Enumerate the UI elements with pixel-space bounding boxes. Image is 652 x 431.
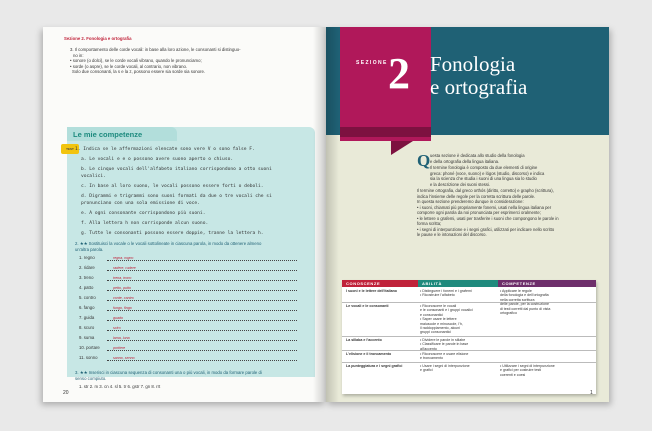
conoscenza-cell: Le vocali e le consonanti <box>346 304 389 308</box>
abilita-cell: e grafici <box>420 368 433 373</box>
table-row-separator <box>342 302 596 303</box>
table-header-competenze: COMPETENZE <box>498 280 596 287</box>
answer-text: guado <box>113 315 123 320</box>
conoscenza-cell: L'elisione e il troncamento <box>346 352 392 356</box>
exercise-item: vocalici. <box>81 174 106 179</box>
table-header-abilita: ABILITÀ <box>418 280 498 287</box>
table-row-separator <box>342 362 596 363</box>
answer-text: fungo, fingo <box>113 305 132 310</box>
word-item: 3. treno <box>79 275 94 280</box>
conoscenza-cell: I suoni e le lettere dell'italiano <box>346 289 397 293</box>
word-item: 6. fango <box>79 305 95 310</box>
body-line: indica l'insieme delle regole per la corretta scrittura delle parole. <box>417 193 536 199</box>
abilita-cell: maiuscole e minuscole, l'h, <box>420 321 463 326</box>
abilita-cell: e troncamento <box>420 356 443 361</box>
body-line: comporre ogni parola da noi pronunciata per esprimerci oralmente; <box>417 210 541 215</box>
answer-line <box>107 270 297 271</box>
drop-cap: Q <box>417 151 431 170</box>
competenza-cell: e grafici per costruire testi <box>500 368 542 373</box>
exercise-item: pronunciano con una sola emissione di voce. <box>81 201 200 206</box>
abilita-cell: • Riconoscere le vocali <box>420 304 457 308</box>
section-label: SEZIONE <box>356 60 388 66</box>
answer-line <box>107 300 297 301</box>
word-item: 10. portare <box>79 345 100 350</box>
right-page <box>326 27 609 402</box>
competenza-cell: ortografico <box>500 311 517 315</box>
section-number: 2 <box>388 49 410 98</box>
table-row-separator <box>342 350 596 351</box>
speech-tail <box>391 141 413 155</box>
body-line: greca: phoné (voce, suono) e lógos (studio, discorso) e indica <box>430 170 545 176</box>
exercise-item: f. Alla lettera h non corrisponde alcun suono. <box>81 221 209 226</box>
answer-line <box>107 340 297 341</box>
abilita-cell: • Ricostruire l'alfabeto <box>420 293 455 298</box>
answer-text: portiere <box>113 345 126 350</box>
exercise-item: e. A ogni consonante corrispondono più suoni. <box>81 211 206 216</box>
objectives-table <box>342 280 596 394</box>
competenza-cell: coerenti e coesi <box>500 372 526 377</box>
body-line: e della ortografia della lingua italiana. <box>430 158 500 164</box>
exercise-1-intro: 1. Indica se le affermazioni elencate sono vere V o sono false F. <box>75 147 255 152</box>
exercise-3-intro: 3. ★★ Inserisci in ciascuna sequenza di consonanti una o più vocali, in modo da formare parole di <box>75 370 262 375</box>
section-title-line-1: Fonologia <box>430 52 516 76</box>
intro-line: 3. Il comportamento delle corde vocali: in base alla loro azione, le consonanti si distinguo- <box>70 47 241 52</box>
body-line: • i suoni, chiamati più propriamente fonemi, usati nella lingua italiana per <box>417 204 552 210</box>
word-item: 9. suma <box>79 335 95 340</box>
abilita-cell: il raddoppiamento, alcuni <box>420 326 460 330</box>
exercise-item: d. Digrammi e trigrammi sono suoni formati da due o tre vocali che si <box>81 194 272 199</box>
abilita-cell: e consonantici <box>420 312 443 317</box>
table-header-conoscenze: CONOSCENZE <box>342 280 418 287</box>
test-tag: TEST <box>61 144 79 154</box>
answer-line <box>107 260 297 261</box>
section-stripe-shadow <box>340 127 431 137</box>
section-header: Sezione 2. Fonologia e ortografia <box>64 36 132 41</box>
exercise-3-list: 1. str 2. m 3. cn 4. sl 5. tr 6. gstr 7. gn 8. rrt <box>79 384 161 389</box>
answer-text: trena, trono <box>113 275 132 280</box>
exercise-item: g. Tutte le consonanti possono essere doppie, tranne la lettera h. <box>81 231 264 236</box>
answer-text: lama, luna <box>113 335 130 340</box>
answer-text: conte, cantro <box>113 295 134 300</box>
intro-line: • sorde (o aspre), se le corde vocali, al contrario, non vibrano. <box>70 63 188 69</box>
word-item: 1. regno <box>79 255 95 260</box>
intro-line: no in: <box>73 52 84 58</box>
exercise-2-intro: 2. ★★ Sostituisci la vocale o le vocali sottolineate in ciascuna parola, in modo da ottenere almeno <box>75 241 262 246</box>
exercise-2-intro: un'altra parola. <box>75 246 104 252</box>
answer-text: petto, putto <box>113 285 131 290</box>
body-line: Il termine ortografia, dal greco orthós (diritto, corretto) e grapho (scrittura), <box>417 188 554 193</box>
abilita-cell: • Usare i segni di interpunzione <box>420 364 470 368</box>
competenza-cell: della fonologia e dell'ortografia <box>500 293 549 298</box>
answer-text: radere, rudere <box>113 265 136 270</box>
exercise-item: a. Le vocali e e o possono avere suono aperto o chiuso. <box>81 157 234 162</box>
intro-line: • sonore (o dolci), se le corde vocali vibrano, quando le pronunciamo; <box>70 58 202 63</box>
competenza-cell: • Applicare le regole <box>500 289 532 293</box>
answer-text: regna, rogno <box>113 255 134 260</box>
open-book <box>43 27 609 402</box>
answer-line <box>107 280 297 281</box>
abilita-cell: • Saper usare le lettere <box>420 317 457 322</box>
abilita-cell: • Classificare le parole in base <box>420 342 469 347</box>
word-item: 11. sonno <box>79 355 98 360</box>
exercise-3-intro: senso compiuto. <box>75 375 107 381</box>
word-item: 5. contro <box>79 295 96 300</box>
answer-text: sanno, senno <box>113 355 135 360</box>
abilita-cell: • Dividere le parole in sillabe <box>420 338 466 342</box>
body-line: In questa sezione prenderemo dunque in considerazione: <box>417 199 524 204</box>
competenza-cell: nella corretta scrittura <box>500 297 535 302</box>
body-line: • le lettere o grafemi, usati per trasferire i suoni che compongono le parole in <box>417 215 559 221</box>
intro-line: Solo due consonanti, la s e la z, possono essere sia sorde sia sonore. <box>72 69 206 74</box>
competenza-cell: • Utilizzare i segni di interpunzione <box>500 364 555 368</box>
answer-line <box>107 330 297 331</box>
abilita-cell: • Riconoscere e usare elisione <box>420 352 469 356</box>
table-row-separator <box>342 336 596 337</box>
answer-line <box>107 350 297 351</box>
word-item: 8. scuro <box>79 325 95 330</box>
body-line: sia la scienza che studia i suoni di una lingua sia lo studio <box>430 176 537 181</box>
conoscenza-cell: La punteggiatura e i segni grafici <box>346 364 403 368</box>
answer-text: sciro <box>113 325 121 330</box>
page-number: 1 <box>590 390 593 396</box>
body-line: Il termine fonologia è composto da due elementi di origine <box>430 165 538 170</box>
abilita-cell: all'accento <box>420 346 437 351</box>
answer-line <box>107 310 297 311</box>
answer-line <box>107 290 297 291</box>
page-number: 20 <box>63 390 69 396</box>
body-line: le pause e le intonazioni del discorso. <box>417 232 487 237</box>
section-title-line-2: e ortografia <box>430 75 528 99</box>
word-item: 7. guida <box>79 315 95 320</box>
body-line: uesta sezione è dedicata allo studio della fonologia <box>430 153 525 158</box>
body-line: forma scritta; <box>417 221 442 226</box>
body-line: • i segni di interpunzione e i segni grafici, utilizzati per indicare nello scritto <box>417 226 555 232</box>
competenza-cell: delle parole, per la costruzione <box>500 302 549 307</box>
word-item: 4. patto <box>79 285 94 290</box>
answer-line <box>107 320 297 321</box>
word-item: 2. ridare <box>79 265 95 270</box>
answer-line <box>107 360 297 361</box>
abilita-cell: gruppi consonantici <box>420 330 451 335</box>
exercise-item: c. In base al loro suono, le vocali possono essere forti o deboli. <box>81 184 264 189</box>
body-line: e la descrizione dei suoni stessi. <box>430 181 491 187</box>
section-stripe <box>340 27 431 141</box>
competenze-title: Le mie competenze <box>73 130 143 139</box>
left-page <box>43 27 326 402</box>
abilita-cell: • Distinguere i fonemi e i grafemi <box>420 289 472 293</box>
conoscenza-cell: La sillaba e l'accento <box>346 338 382 342</box>
exercise-item: b. Le cinque vocali dell'alfabeto italiano corrispondono a otto suoni <box>81 167 272 172</box>
abilita-cell: e le consonanti e i gruppi vocalici <box>420 308 473 313</box>
competenza-cell: di testi corretti dal punto di vista <box>500 306 551 311</box>
